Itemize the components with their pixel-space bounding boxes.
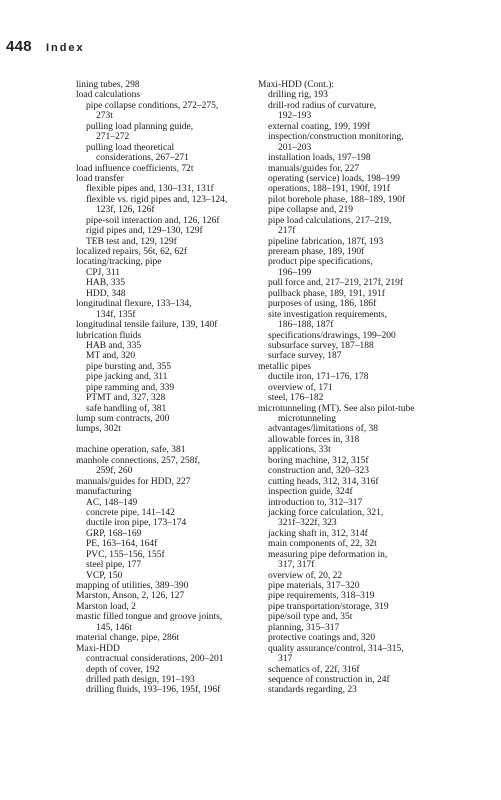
index-entry: Marston load, 2 bbox=[76, 601, 136, 612]
index-entry: 317 bbox=[278, 654, 293, 665]
index-entry: TEB test and, 129, 129f bbox=[86, 236, 177, 247]
page-number: 448 bbox=[6, 38, 32, 55]
index-entry: MT and, 320 bbox=[86, 351, 136, 362]
index-entry: pipe requirements, 318–319 bbox=[268, 591, 375, 602]
index-entry: preream phase, 189, 190f bbox=[268, 247, 365, 257]
index-entry: operating (service) loads, 198–199 bbox=[268, 173, 400, 184]
index-entry: AC, 148–149 bbox=[86, 497, 138, 508]
index-entry: external coating, 199, 199f bbox=[268, 121, 371, 132]
index-entry: 317, 317f bbox=[278, 560, 315, 571]
index-entry: measuring pipe deformation in, bbox=[268, 549, 388, 560]
index-entry: concrete pipe, 141–142 bbox=[86, 507, 175, 518]
index-entry: longitudinal flexure, 133–134, bbox=[76, 299, 192, 310]
index-entry: Maxi-HDD (Cont.): bbox=[258, 80, 334, 90]
index-entry: quality assurance/control, 314–315, bbox=[268, 643, 404, 654]
index-entry: construction and, 320–323 bbox=[268, 466, 370, 477]
index-entry: pipe/soil type and, 35t bbox=[268, 612, 353, 623]
index-entry: PE, 163–164, 164f bbox=[86, 539, 158, 550]
index-entry: flexible pipes and, 130–131, 131f bbox=[86, 184, 214, 195]
index-entry: pipe collapse and, 219 bbox=[268, 205, 353, 216]
index-entry: Maxi-HDD bbox=[76, 643, 120, 654]
index-entry: purposes of using, 186, 186f bbox=[268, 299, 377, 310]
index-entry: Marston, Anson, 2, 126, 127 bbox=[76, 591, 185, 602]
index-entry: manufacturing bbox=[76, 487, 132, 498]
index-entry: lining tubes, 298 bbox=[76, 80, 140, 90]
index-entry: rigid pipes and, 129–130, 129f bbox=[86, 226, 203, 237]
index-entry: overview of, 20, 22 bbox=[268, 570, 343, 581]
index-entry: 196–199 bbox=[278, 267, 312, 278]
index-entry: pipe bursting and, 355 bbox=[86, 361, 171, 372]
index-entry: lumps, 302t bbox=[76, 424, 121, 435]
index-entry: 134f, 135f bbox=[96, 309, 136, 320]
index-entry: lubrication fluids bbox=[76, 330, 142, 341]
index-entry: microtunneling (MT). See also pilot-tube bbox=[258, 403, 415, 414]
index-entry: advantages/limitations of, 38 bbox=[268, 424, 379, 435]
index-entry: ductile iron pipe, 173–174 bbox=[86, 518, 187, 529]
index-entry: pipe ramming and, 339 bbox=[86, 382, 175, 393]
index-entry: jacking force calculation, 321, bbox=[268, 507, 384, 518]
index-entry: safe handling of, 381 bbox=[86, 403, 167, 414]
index-entry: pipe transportation/storage, 319 bbox=[268, 601, 389, 612]
index-entry: PVC, 155–156, 155f bbox=[86, 549, 165, 560]
index-entry: 259f, 260 bbox=[96, 466, 133, 477]
index-entry: pullback phase, 189, 191, 191f bbox=[268, 288, 385, 299]
index-entry: protective coatings and, 320 bbox=[268, 633, 376, 644]
index-entry: allowable forces in, 318 bbox=[268, 434, 360, 445]
index-column-right bbox=[258, 80, 440, 696]
index-entry: locating/tracking, pipe bbox=[76, 257, 162, 268]
index-entry: depth of cover, 192 bbox=[86, 664, 160, 675]
index-entry: mapping of utilities, 389–390 bbox=[76, 581, 189, 591]
index-entry: 271–272 bbox=[96, 132, 130, 143]
index-entry: cutting heads, 312, 314, 316f bbox=[268, 476, 379, 487]
index-entry: standards regarding, 23 bbox=[268, 685, 357, 696]
index-entry: pipeline fabrication, 187f, 193 bbox=[268, 236, 384, 247]
index-entry: steel pipe, 177 bbox=[86, 560, 142, 571]
index-entry: load transfer bbox=[76, 173, 124, 184]
index-entry: VCP, 150 bbox=[86, 570, 123, 581]
index-entry: machine operation, safe, 381 bbox=[76, 445, 186, 456]
index-entry: product pipe specifications, bbox=[268, 257, 373, 268]
index-entry: 201–203 bbox=[278, 142, 312, 153]
index-entry: 321f–322f, 323 bbox=[278, 518, 337, 529]
page-title: Index bbox=[45, 42, 85, 54]
index-entry: lump sum contracts, 200 bbox=[76, 414, 170, 424]
index-entry: longitudinal tensile failure, 139, 140f bbox=[76, 320, 218, 331]
index-entry: mastic filled tongue and groove joints, bbox=[76, 612, 223, 623]
index-entry: jacking shaft in, 312, 314f bbox=[268, 528, 368, 539]
index-entry: specifications/drawings, 199–200 bbox=[268, 330, 396, 341]
index-entry: pipe load calculations, 217–219, bbox=[268, 215, 392, 226]
index-entry: material change, pipe, 286t bbox=[76, 633, 180, 644]
index-entry: contractual considerations, 200–201 bbox=[86, 654, 224, 665]
index-entry: flexible vs. rigid pipes and, 123–124, bbox=[86, 194, 228, 205]
index-entry: 145, 146t bbox=[96, 622, 132, 633]
index-spacer bbox=[76, 435, 248, 445]
index-entry: surface survey, 187 bbox=[268, 351, 342, 362]
index-entry: drilled path design, 191–193 bbox=[86, 674, 195, 685]
index-entry: 186–188, 187f bbox=[278, 320, 334, 331]
index-entry: load calculations bbox=[76, 90, 141, 101]
index-column-left bbox=[76, 80, 248, 696]
index-entry: HDD, 348 bbox=[86, 288, 126, 299]
index-entry: overview of, 171 bbox=[268, 382, 333, 393]
index-entry: 123f, 126, 126f bbox=[96, 205, 155, 216]
index-entry: manhole connections, 257, 258f, bbox=[76, 455, 201, 466]
index-entry: subsurface survey, 187–188 bbox=[268, 340, 374, 351]
index-entry: pipe collapse conditions, 272–275, bbox=[86, 100, 219, 111]
index-entry: applications, 33t bbox=[268, 445, 331, 456]
index-entry: HAB and, 335 bbox=[86, 340, 142, 351]
index-entry: microtunneling bbox=[278, 414, 337, 424]
index-entry: 192–193 bbox=[278, 111, 312, 122]
index-entry: manuals/guides for HDD, 227 bbox=[76, 476, 191, 487]
index-entry: planning, 315–317 bbox=[268, 622, 340, 633]
index-entry: pull force and, 217–219, 217f, 219f bbox=[268, 278, 404, 289]
index-entry: manuals/guides for, 227 bbox=[268, 163, 360, 174]
index-entry: operations, 188–191, 190f, 191f bbox=[268, 184, 390, 195]
index-entry: pilot borehole phase, 188–189, 190f bbox=[268, 194, 406, 205]
index-entry: schematics of, 22f, 316f bbox=[268, 664, 360, 675]
index-entry: PTMT and, 327, 328 bbox=[86, 393, 166, 404]
index-entry: pipe-soil interaction and, 126, 126f bbox=[86, 215, 220, 226]
index-entry: introduction to, 312–317 bbox=[268, 497, 363, 508]
index-entry: inspection guide, 324f bbox=[268, 487, 353, 498]
index-entry: 217f bbox=[278, 226, 296, 237]
index-entry: metallic pipes bbox=[258, 361, 312, 372]
index-entry: ductile iron, 171–176, 178 bbox=[268, 372, 369, 383]
index-entry: boring machine, 312, 315f bbox=[268, 455, 369, 466]
index-entry: inspection/construction monitoring, bbox=[268, 132, 404, 143]
page-header bbox=[6, 38, 85, 56]
index-entry: considerations, 267–271 bbox=[96, 153, 189, 164]
index-entry: pipe materials, 317–320 bbox=[268, 581, 360, 591]
index-entry: main components of, 22, 32t bbox=[268, 539, 377, 550]
index-entry: pulling load theoretical bbox=[86, 142, 175, 153]
index-entry: pipe jacking and, 311 bbox=[86, 372, 168, 383]
index-entry: site investigation requirements, bbox=[268, 309, 387, 320]
index-entry: drilling fluids, 193–196, 195f, 196f bbox=[86, 685, 221, 696]
index-entry: steel, 176–182 bbox=[268, 393, 324, 404]
index-entry: 273t bbox=[96, 111, 113, 122]
index-entry: CPJ, 311 bbox=[86, 267, 120, 278]
index-entry: drilling rig, 193 bbox=[268, 90, 328, 101]
index-entry: localized repairs, 56t, 62, 62f bbox=[76, 247, 188, 257]
index-entry: pulling load planning guide, bbox=[86, 121, 194, 132]
index-entry: installation loads, 197–198 bbox=[268, 153, 371, 164]
index-entry: drill-rod radius of curvature, bbox=[268, 100, 377, 111]
index-entry: load influence coefficients, 72t bbox=[76, 163, 194, 174]
index-entry: GRP, 168–169 bbox=[86, 528, 142, 539]
index-entry: sequence of construction in, 24f bbox=[268, 674, 390, 685]
index-entry: HAB, 335 bbox=[86, 278, 126, 289]
